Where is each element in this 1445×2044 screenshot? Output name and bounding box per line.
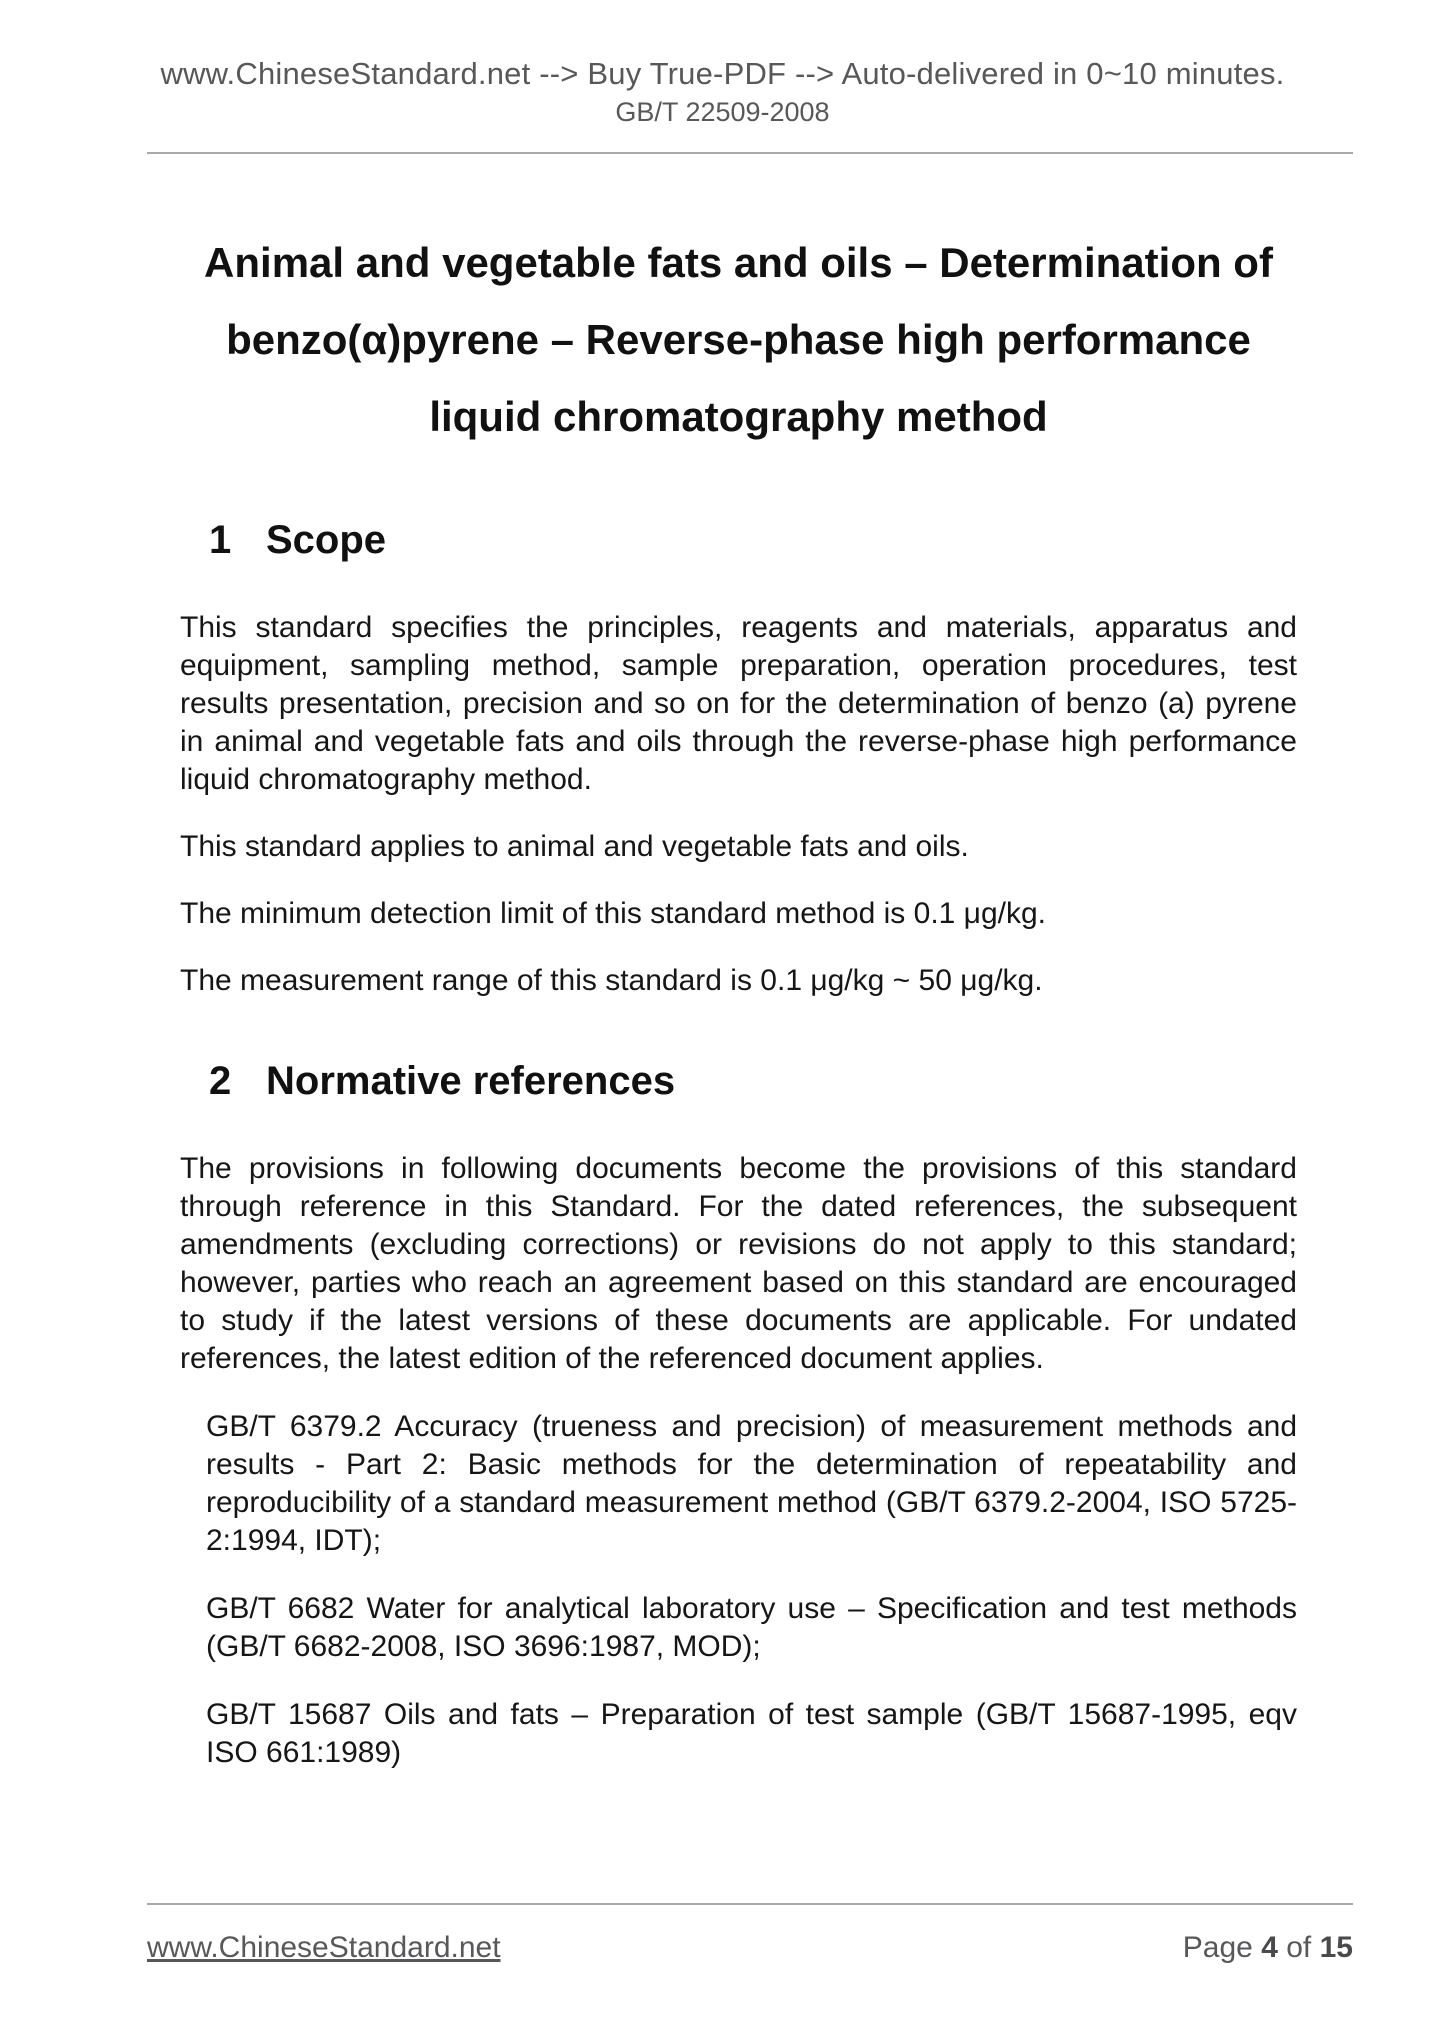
paragraph: The provisions in following documents become the provisions of this standard through reference in this Standard. For the dated references, the subsequent amendments (excluding corrections) or revisions do not apply to this standard; however, parties who reach an agreement based on this standard are encouraged to study if the latest versions of these documents are applicable. For undated references, the latest edition of the referenced document applies. [180, 1152, 1297, 1375]
footer-link[interactable]: www.ChineseStandard.net [147, 1931, 501, 1964]
section-2-heading [180, 1056, 1297, 1106]
reference-item: GB/T 15687 Oils and fats – Preparation of test sample (GB/T 15687-1995, eqv ISO 661:1989) [206, 1698, 1297, 1769]
paragraph: The measurement range of this standard is 0.1 μg/kg ~ 50 μg/kg. [180, 964, 1043, 997]
reference-item: GB/T 6379.2 Accuracy (trueness and precision) of measurement methods and results - Part 2: Basic methods for the determination of repeatability and reproducibility of a standard measurement method (GB/T 6379.2-2004, ISO 5725-2:1994, IDT); [206, 1410, 1297, 1557]
page-number: 4 [1261, 1931, 1278, 1964]
section-1-heading [180, 515, 1297, 565]
document-title [180, 224, 1297, 455]
reference-item: GB/T 6682 Water for analytical laboratory use – Specification and test methods (GB/T 6682-2008, ISO 3696:1987, MOD); [206, 1592, 1297, 1663]
page-word: Page [1182, 1931, 1253, 1964]
document-body [180, 224, 1297, 1772]
footer-row [147, 1931, 1353, 1965]
page-total: 15 [1319, 1931, 1353, 1964]
section-1-number: 1 [209, 518, 232, 562]
section-2-number: 2 [209, 1059, 232, 1103]
document-title-line-3: liquid chromatography method [429, 393, 1048, 440]
page-indicator [1183, 1931, 1353, 1965]
of-word: of [1286, 1931, 1312, 1964]
paragraph: This standard specifies the principles, reagents and materials, apparatus and equipment, sampling method, sample preparation, operation procedures, test results presentation, precision and so on for the determination of benzo (a) pyrene in animal and vegetable fats and oils through the reverse-phase high performance liquid chromatography method. [180, 611, 1297, 796]
doc-number: GB/T 22509-2008 [615, 97, 830, 127]
paragraph: The minimum detection limit of this standard method is 0.1 μg/kg. [180, 897, 1047, 930]
page-header [0, 0, 1445, 154]
header-banner-text: www.ChineseStandard.net --> Buy True-PDF --> Auto-delivered in 0~10 minutes. [160, 56, 1285, 91]
document-title-line-1: Animal and vegetable fats and oils – Determination of [204, 239, 1273, 286]
page-footer [147, 1903, 1353, 1965]
paragraph: This standard applies to animal and vegetable fats and oils. [180, 830, 969, 863]
section-2-title: Normative references [266, 1059, 676, 1103]
footer-rule [147, 1903, 1353, 1905]
section-1-title: Scope [266, 518, 387, 562]
document-title-line-2: benzo(α)pyrene – Reverse-phase high performance [226, 316, 1251, 363]
header-rule [147, 152, 1353, 154]
